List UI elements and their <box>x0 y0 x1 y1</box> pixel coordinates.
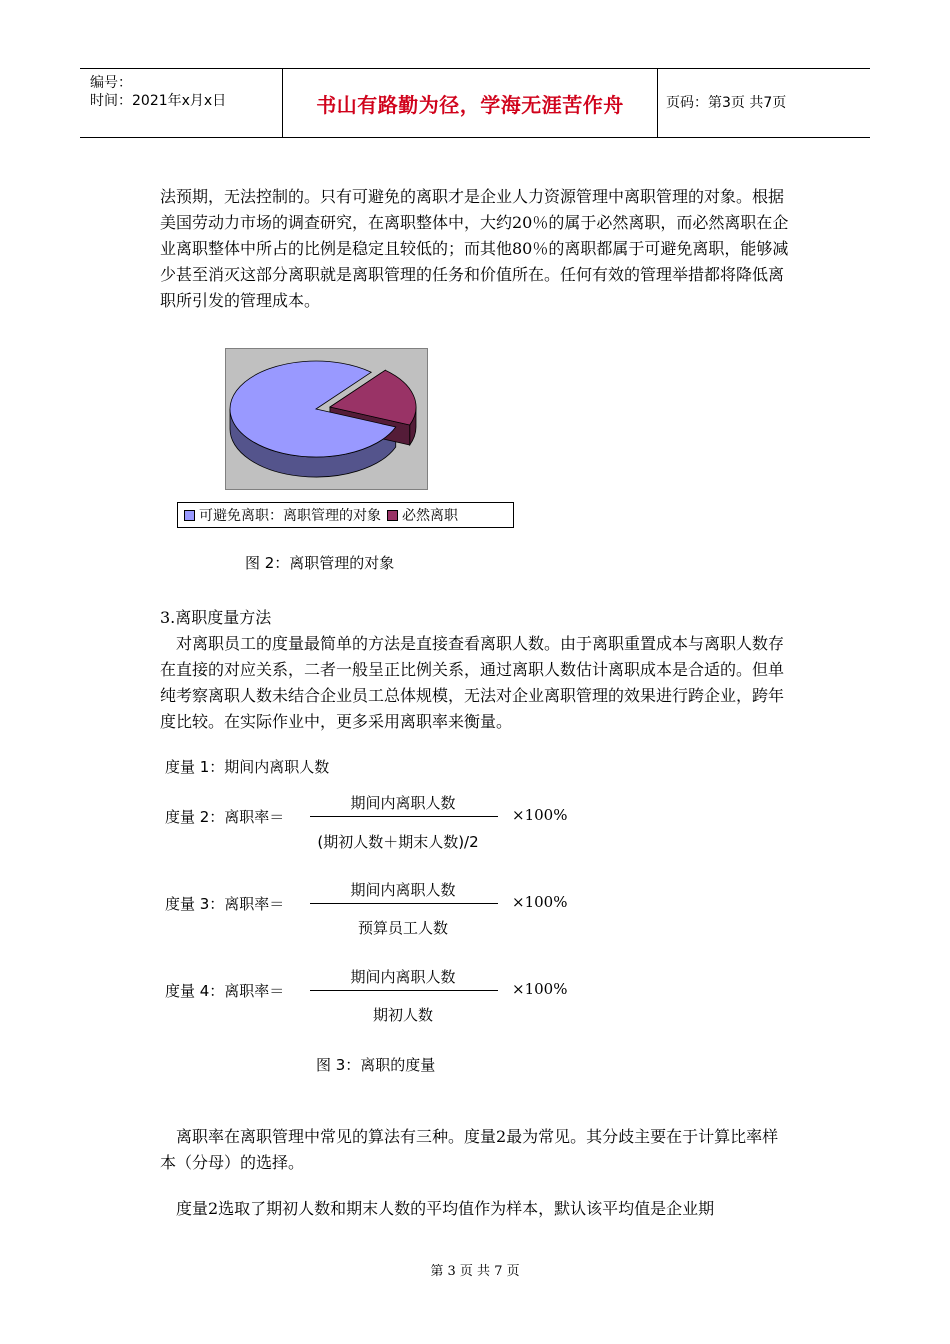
header-meta <box>80 69 283 137</box>
paragraph-3 <box>160 1124 790 1176</box>
paragraph-4 <box>160 1196 790 1222</box>
measure-3-fraction-bar <box>310 903 498 904</box>
measure-2-numerator: 期间内离职人数 <box>350 794 456 812</box>
measure-2-percent: ×100% <box>512 806 568 824</box>
measure-3-denominator: 预算员工人数 <box>357 919 448 937</box>
figure-2-caption: 图 2：离职管理的对象 <box>245 554 395 572</box>
paragraph-2 <box>160 631 790 735</box>
number-label: 编号： <box>90 75 132 91</box>
pie-chart <box>226 349 427 489</box>
legend-swatch-inevitable <box>387 510 398 521</box>
legend-label-avoidable: 可避免离职：离职管理的对象 <box>199 508 381 524</box>
paragraph-1-text: 法预期，无法控制的。只有可避免的离职才是企业人力资源管理中离职管理的对象。根据美国劳动力市场的调查研究，在离职整体中，大约20％的属于必然离职，而必然离职在企业离职整体中所占的比例是稳定且较低的；而其他80％的离职都属于可避免离职，能够减少甚至消灭这部分离职就是离职管理的任务和价值所在。任何有效的管理举措都将降低离职所引发的管理成本。 <box>160 187 789 310</box>
legend-label-inevitable: 必然离职 <box>402 508 458 524</box>
paragraph-2-text: 对离职员工的度量最简单的方法是直接查看离职人数。由于离职重置成本与离职人数存在直接的对应关系，二者一般呈正比例关系，通过离职人数估计离职成本是合适的。但单纯考察离职人数未结合企业员工总体规模，无法对企业离职管理的效果进行跨企业，跨年度比较。在实际作业中，更多采用离职率来衡量。 <box>160 634 785 731</box>
measure-4-numerator: 期间内离职人数 <box>350 968 456 986</box>
paragraph-4-text: 度量2选取了期初人数和期末人数的平均值作为样本，默认该平均值是企业期 <box>176 1199 715 1218</box>
measure-3-percent: ×100% <box>512 893 568 911</box>
chart-legend <box>177 502 514 528</box>
measure-4-denominator: 期初人数 <box>372 1006 433 1024</box>
motto: 书山有路勤为径，学海无涯苦作舟 <box>316 92 624 117</box>
measure-4-label: 度量 4：离职率＝ <box>165 982 285 1000</box>
page-header <box>80 68 870 138</box>
header-page-cell <box>658 69 870 137</box>
measure-4-percent: ×100% <box>512 980 568 998</box>
header-motto-cell <box>283 69 658 137</box>
chart-area <box>225 348 428 490</box>
section-title <box>160 605 790 631</box>
measure-4-fraction-bar <box>310 990 498 991</box>
paragraph-1 <box>160 184 790 314</box>
figure-3-caption: 图 3：离职的度量 <box>316 1056 436 1074</box>
measure-3-label: 度量 3：离职率＝ <box>165 895 285 913</box>
measure-2-label: 度量 2：离职率＝ <box>165 808 285 826</box>
time-label: 时间：2021年x月x日 <box>90 93 227 109</box>
page-footer: 第 3 页 共 7 页 <box>430 1264 520 1279</box>
page-code: 页码：第3页 共7页 <box>666 95 787 111</box>
measure-2-fraction-bar <box>310 816 498 817</box>
measure-1: 度量 1：期间内离职人数 <box>165 758 330 776</box>
section-title-text: 3.离职度量方法 <box>160 608 272 627</box>
legend-swatch-avoidable <box>184 510 195 521</box>
measure-3-numerator: 期间内离职人数 <box>350 881 456 899</box>
measure-2-denominator: (期初人数＋期末人数)/2 <box>317 833 479 851</box>
paragraph-3-text: 离职率在离职管理中常见的算法有三种。度量2最为常见。其分歧主要在于计算比率样本（分母）的选择。 <box>160 1127 779 1172</box>
